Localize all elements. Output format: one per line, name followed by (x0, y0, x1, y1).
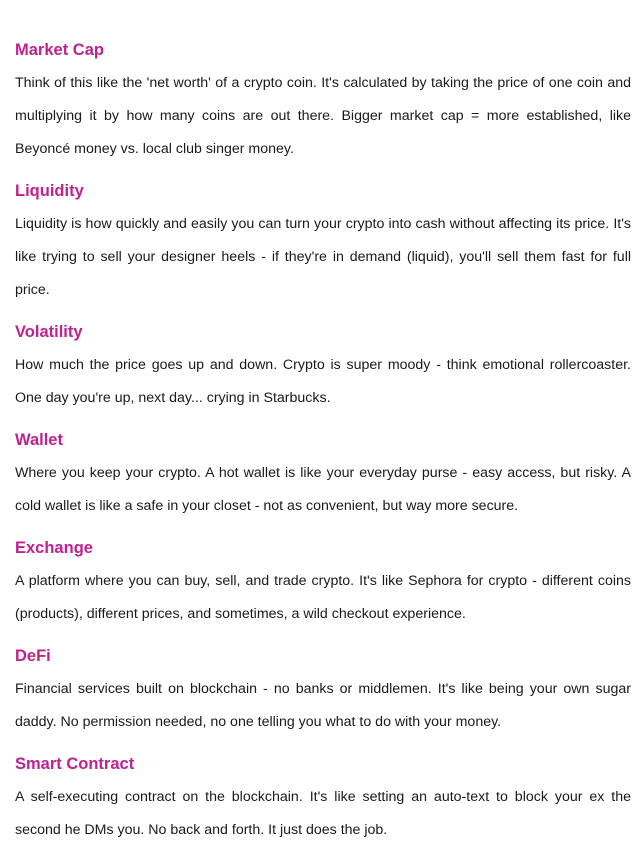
term-exchange (15, 536, 631, 631)
term-title: Market Cap (15, 41, 104, 59)
term-title: DeFi (15, 647, 51, 665)
term-definition: Liquidity is how quickly and easily you can turn your crypto into cash without affecting its price. It's like trying to sell your designer heels - if they're in demand (liquid), you'll sell them fast for full price. (15, 216, 631, 298)
term-liquidity (15, 179, 631, 307)
term-definition: Where you keep your crypto. A hot wallet is like your everyday purse - easy access, but risky. A cold wallet is like a safe in your closet - not as convenient, but way more secure. (15, 465, 631, 514)
term-wallet (15, 428, 631, 523)
term-market-cap (15, 38, 631, 166)
term-definition: A self-executing contract on the blockchain. It's like setting an auto-text to block your ex the second he DMs you. No back and forth. It just does the job. (15, 789, 631, 838)
term-title: Liquidity (15, 182, 84, 200)
term-defi (15, 644, 631, 739)
term-smart-contract (15, 752, 631, 847)
term-definition: How much the price goes up and down. Crypto is super moody - think emotional rollercoaster. One day you're up, next day... crying in Starbucks. (15, 357, 631, 406)
term-title: Smart Contract (15, 755, 135, 773)
term-title: Exchange (15, 539, 93, 557)
term-title: Wallet (15, 431, 63, 449)
term-volatility (15, 320, 631, 415)
term-definition: Think of this like the 'net worth' of a crypto coin. It's calculated by taking the price of one coin and multiplying it by how many coins are out there. Bigger market cap = more established, like Beyoncé money vs. local club singer money. (15, 75, 631, 157)
term-title: Volatility (15, 323, 83, 341)
term-definition: Financial services built on blockchain - no banks or middlemen. It's like being your own sugar daddy. No permission needed, no one telling you what to do with your money. (15, 681, 631, 730)
term-definition: A platform where you can buy, sell, and trade crypto. It's like Sephora for crypto - different coins (products), different prices, and sometimes, a wild checkout experience. (15, 573, 631, 622)
